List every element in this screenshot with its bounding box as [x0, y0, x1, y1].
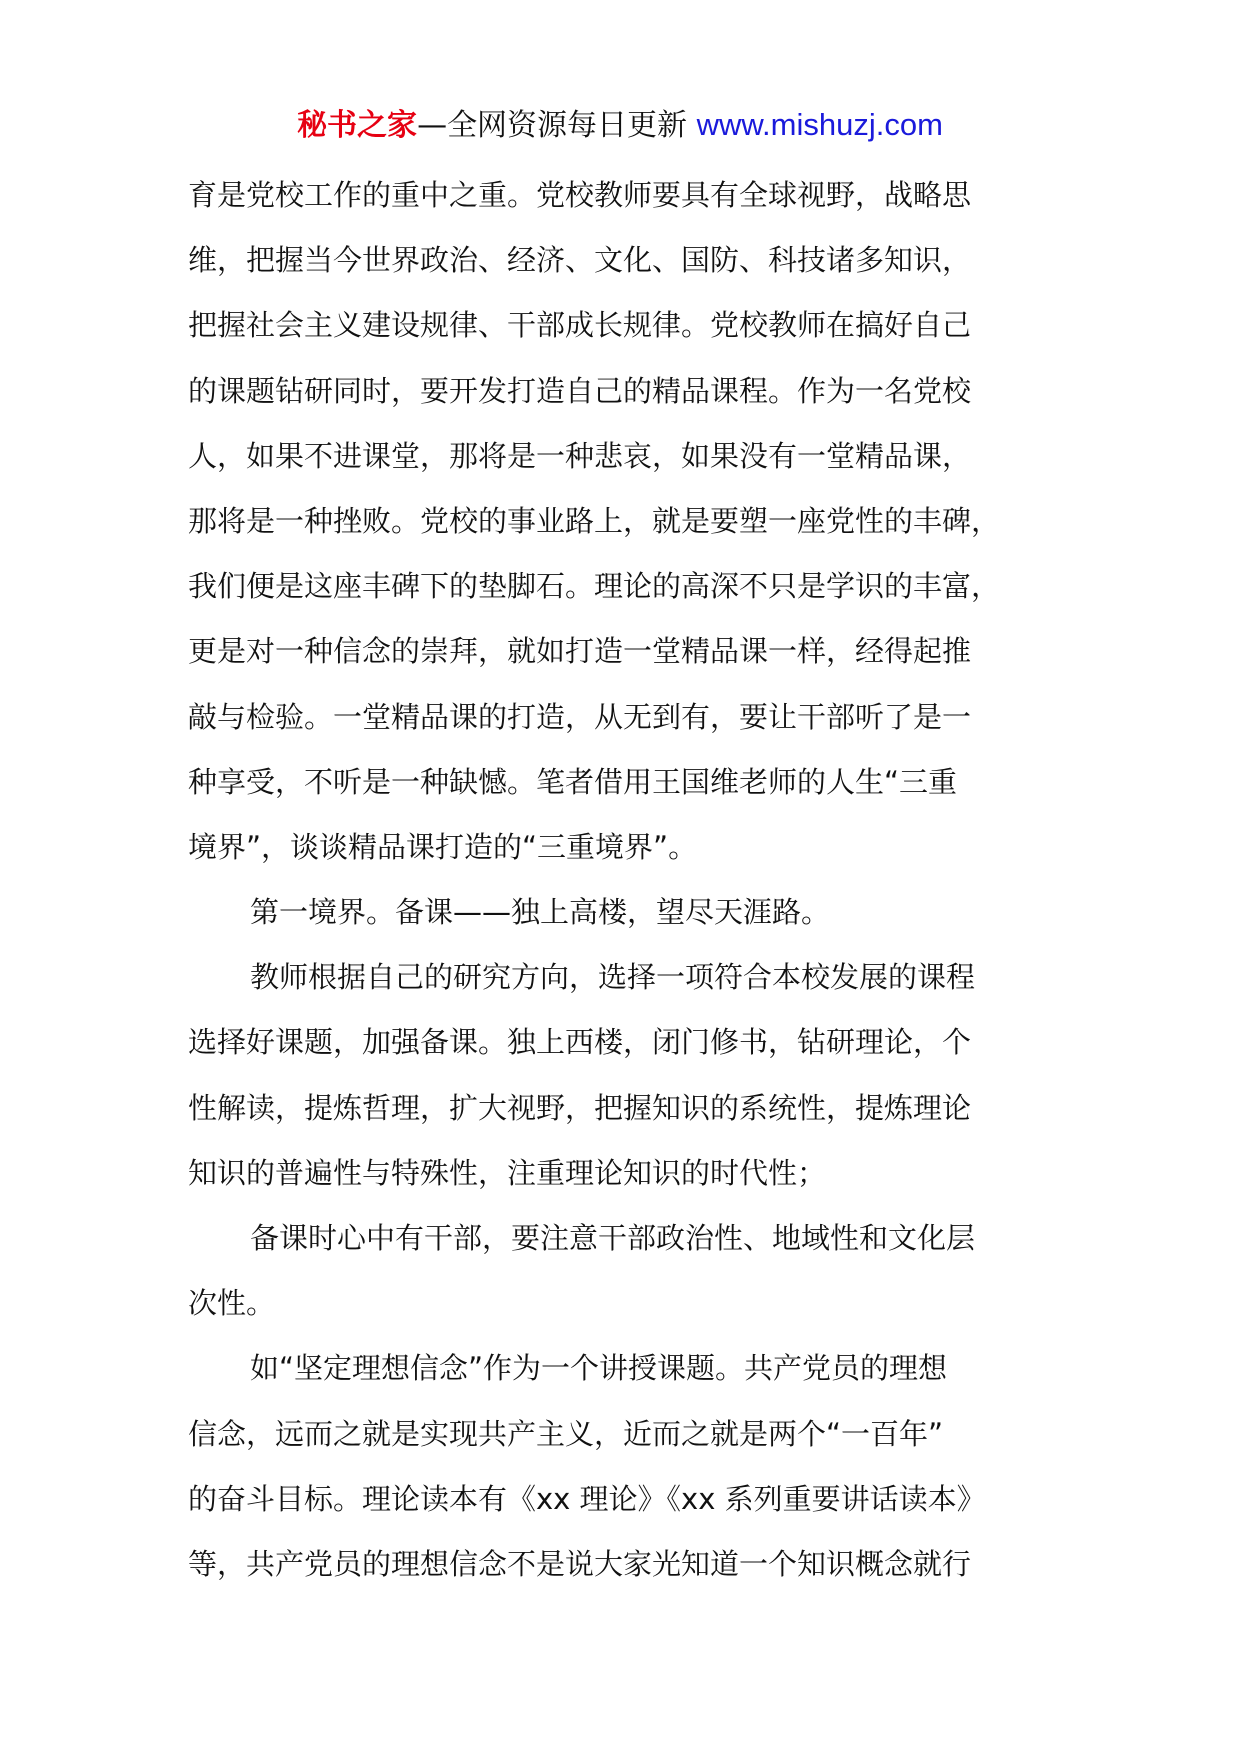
- brand-name: 秘书之家: [297, 108, 418, 143]
- text-line: 敲与检验。一堂精品课的打造，从无到有，要让干部听了是一: [188, 699, 972, 734]
- text-line: 等，共产党员的理想信念不是说大家光知道一个知识概念就行: [188, 1546, 972, 1581]
- text-line: 人，如果不进课堂，那将是一种悲哀，如果没有一堂精品课，: [188, 438, 972, 473]
- website-link[interactable]: www.mishuzj.com: [696, 107, 943, 142]
- text-line: 种享受，不听是一种缺憾。笔者借用王国维老师的人生“三重: [188, 764, 958, 799]
- text-line: 的奋斗目标。理论读本有《xx 理论》《xx 系列重要讲话读本》: [188, 1481, 986, 1516]
- text-line: 教师根据自己的研究方向，选择一项符合本校发展的课程: [250, 960, 976, 995]
- text-line: 境界”，谈谈精品课打造的“三重境界”。: [188, 829, 698, 864]
- text-line: 育是党校工作的重中之重。党校教师要具有全球视野，战略思: [188, 178, 972, 212]
- text-line: 信念，远而之就是实现共产主义，近而之就是两个“一百年”: [188, 1416, 944, 1451]
- text-line: 如“坚定理想信念”作为一个讲授课题。共产党员的理想: [250, 1351, 948, 1386]
- text-line: 的课题钻研同时，要开发打造自己的精品课程。作为一名党校: [188, 373, 972, 408]
- text-line: 维，把握当今世界政治、经济、文化、国防、科技诸多知识，: [188, 243, 972, 278]
- page-header: [0, 100, 1240, 151]
- header-tagline: —全网资源每日更新: [417, 108, 688, 143]
- text-line: 更是对一种信念的崇拜，就如打造一堂精品课一样，经得起推: [188, 634, 972, 669]
- text-line: 那将是一种挫败。党校的事业路上，就是要塑一座党性的丰碑，: [188, 503, 1001, 538]
- text-line: 选择好课题，加强备课。独上西楼，闭门修书，钻研理论，个: [188, 1025, 972, 1060]
- text-line: 次性。: [188, 1286, 276, 1321]
- text-line: 知识的普遍性与特殊性，注重理论知识的时代性；: [188, 1155, 827, 1190]
- text-line: 备课时心中有干部，要注意干部政治性、地域性和文化层: [250, 1221, 976, 1255]
- text-line: 我们便是这座丰碑下的垫脚石。理论的高深不只是学识的丰富，: [188, 569, 1001, 604]
- text-line: 把握社会主义建设规律、干部成长规律。党校教师在搞好自己: [188, 308, 972, 343]
- text-line: 性解读，提炼哲理，扩大视野，把握知识的系统性，提炼理论: [188, 1090, 972, 1125]
- document-body: [188, 163, 1088, 1597]
- section-heading: 第一境界。备课——独上高楼，望尽天涯路。: [250, 895, 831, 930]
